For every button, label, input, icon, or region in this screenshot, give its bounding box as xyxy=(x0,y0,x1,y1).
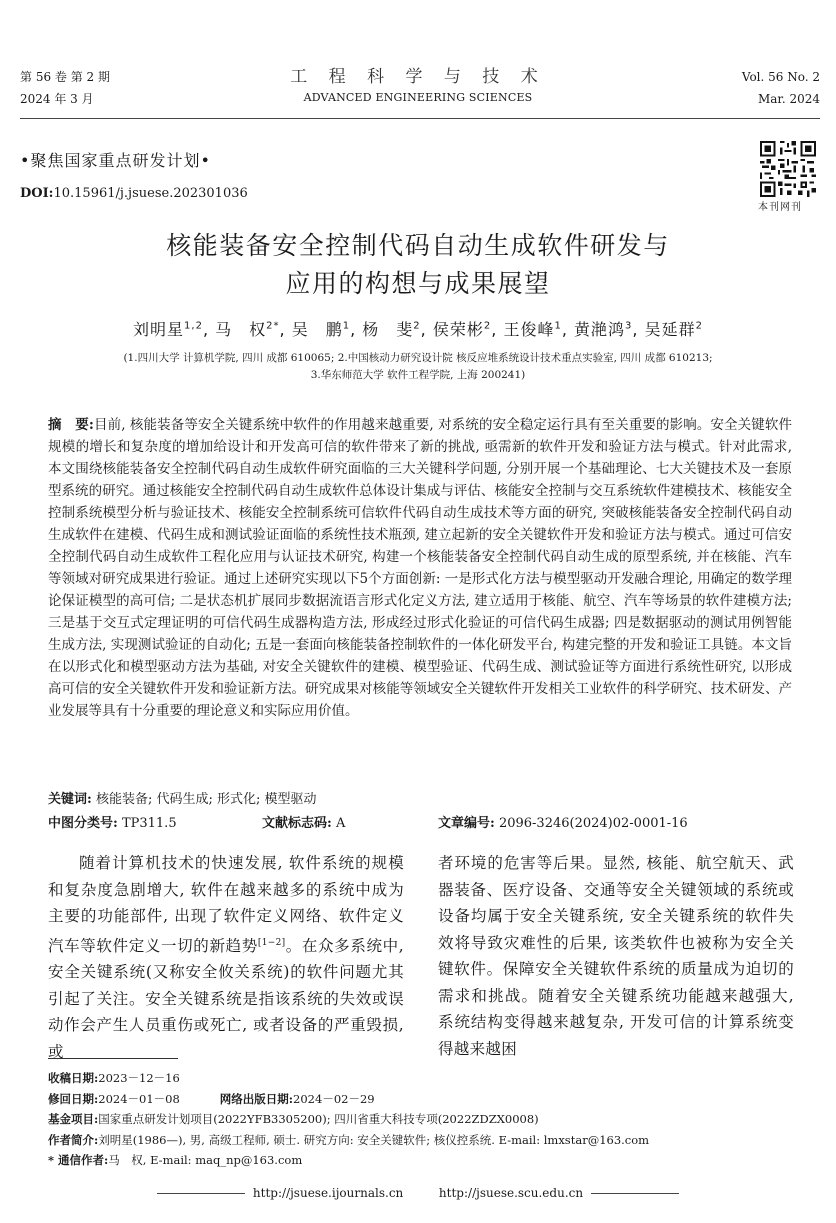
keywords xyxy=(48,788,317,807)
online-date-value: 2024－02－29 xyxy=(293,1091,375,1106)
doi xyxy=(20,186,248,201)
author-bio: 作者简介:刘明星(1986—), 男, 高级工程师, 硕士. 研究方向: 安全关键软件; 核仪控系统. E-mail: lmxstar@163.com xyxy=(48,1132,650,1147)
footer-link-scu[interactable]: http://jsuese.scu.edu.cn xyxy=(438,1186,584,1200)
received-date: 收稿日期:2023－12－16 xyxy=(48,1071,180,1085)
affiliation-line-2: 3.华东师范大学 软件工程学院, 上海 200241) xyxy=(310,369,526,381)
paper-title xyxy=(0,227,836,303)
footer-rule xyxy=(591,1193,679,1194)
affiliation-line-1: (1.四川大学 计算机学院, 四川 成都 610065; 2.中国核动力研究设计院 核反应堆系统设计技术重点实验室, 四川 成都 610213; xyxy=(123,352,713,364)
abstract-text: 目前, 核能装备等安全关键系统中软件的作用越来越重要, 对系统的安全稳定运行具有至关重要的影响。安全关键软件规模的增长和复杂度的增加给设计和开发高可信的软件带来了新的挑战, 亟需新的软件开发和验证方法与模式。针对此需求, 本文围绕核能装备安全控制代码自动生成软件研究面临的三大关键科学问题, 分别开展一个基础理论、七大关键技术及一套原型系统的研究。通过核能安全控制代码自动生成软件总体设计集成与评估、核能安全控制与交互系统软件建模技术、核能安全控制系统模型分析与验证技术、核能安全控制系统可信软件代码自动生成技术等方面的研究, 突破核能装备安全控制代码自动生成软件在建模、代码生成和测试验证面临的系统性技术瓶颈, 建立起新的安全关键软件开发和验证方法与模式。通过可信安全控制代码自动生成软件工程化应用与认证技术研究, 构建一个核能装备安全控制代码自动生成的原型系统, 并在核能、汽车等领域对研究成果进行验证。通过上述研究实现以下5个方面创新: 一是形式化方法与模型驱动开发融合理论, 用确定的数学理论保证模型的高可信; 二是状态机扩展同步数据流语言形式化定义方法, 建立适用于核能、航空、汽车等场景的软件建模方法; 三是基于交互式定理证明的可信代码生成器构造方法, 形成经过形式化验证的可信代码生成器; 四是数据驱动的测试用例智能生成方法, 实现测试验证的自动化; 五是一套面向核能装备控制软件的一体化研发平台, 构建完整的开发和验证工具链。本文旨在以形式化和模型驱动方法为基础, 对安全关键软件的建模、模型验证、代码生成、测试验证等方面进行系统性研究, 以形成高可信的安全关键软件开发和验证新方法。研究成果对核能等领域安全关键软件开发相关工业软件的科学研究、技术研发、产业发展等具有十分重要的理论意义和实际应用价值。 xyxy=(48,417,793,719)
journal-title-cn: 工 程 科 学 与 技 术 xyxy=(290,67,546,87)
corresponding-author: * 通信作者:马 权, E-mail: maq_np@163.com xyxy=(48,1153,303,1167)
clc-number: 中图分类号: TP311.5 xyxy=(48,816,177,831)
article-number: 文章编号: 2096-3246(2024)02-0001-16 xyxy=(438,816,688,831)
header-volume-en xyxy=(742,66,820,110)
doi-label: DOI: xyxy=(20,186,54,201)
header-rule xyxy=(20,118,820,119)
doi-value[interactable]: 10.15961/j.jsuese.202301036 xyxy=(53,186,248,201)
keywords-text: 核能装备; 代码生成; 形式化; 模型驱动 xyxy=(95,792,317,807)
title-line-2: 应用的构想与成果展望 xyxy=(285,269,551,298)
journal-title-en: ADVANCED ENGINEERING SCIENCES xyxy=(303,91,533,104)
journal-header xyxy=(0,62,836,104)
author-list xyxy=(0,317,836,340)
body-column-left: 随着计算机技术的快速发展, 软件系统的规模和复杂度急剧增大, 软件在越来越多的系统中成为主要的功能部件, 出现了软件定义网络、软件定义汽车等软件定义一切的新趋势[1−2]。在众多系统中, 安全关键系统(又称安全攸关系统)的软件问题尤其引起了关注。安全关键系统是指该系统的失效或误动作会产生人员重伤或死亡, 或者设备的严重毁损, 或 xyxy=(48,854,404,1061)
author: 吴延群$^2$ xyxy=(644,320,703,339)
keywords-label: 关键词: xyxy=(48,792,92,807)
footer-rule xyxy=(157,1193,245,1194)
affiliations xyxy=(0,350,836,384)
author: 侯荣彬$^2$, xyxy=(432,320,498,339)
footnotes xyxy=(48,1068,808,1171)
footer-link-ijournals[interactable]: http://jsuese.ijournals.cn xyxy=(252,1186,404,1200)
title-line-1: 核能装备安全控制代码自动生成软件研发与 xyxy=(166,231,670,260)
author: 杨 斐$^2$, xyxy=(362,320,427,339)
author: 马 权$^{2*}$, xyxy=(215,320,286,339)
author: 黄滟鸿$^3$, xyxy=(574,320,639,339)
author: 王俊峰$^1$, xyxy=(503,320,568,339)
author: 刘明星$^{1,2}$, xyxy=(133,320,210,339)
body-column-right: 者环境的危害等后果。显然, 核能、航空航天、武器装备、医疗设备、交通等安全关键领域的系统或设备均属于安全关键系统, 安全关键系统的软件失效将导致灾难性的后果, 该类软件也被称为安全关键软件。保障安全关键软件系统的质量成为迫切的需求和挑战。随着安全关键系统功能越来越强大, 系统结构变得越来越复杂, 开发可信的计算系统变得越来越困 xyxy=(438,854,794,1058)
author: 吴 鹏$^1$, xyxy=(291,320,357,339)
abstract xyxy=(48,414,792,722)
online-date-label: 网络出版日期: xyxy=(219,1091,294,1106)
abstract-label: 摘 要: xyxy=(48,417,94,433)
page-footer xyxy=(0,1186,836,1200)
qr-code-icon[interactable] xyxy=(760,141,816,197)
document-code: 文献标志码: A xyxy=(262,816,346,831)
volume-en: Vol. 56 No. 2 xyxy=(741,70,820,84)
date-cn: 2024 年 3 月 xyxy=(20,92,94,106)
footnote-rule xyxy=(48,1058,178,1059)
citation[interactable]: [1−2] xyxy=(257,937,286,948)
volume-cn: 第 56 卷 第 2 期 xyxy=(20,70,110,84)
revised-date: 修回日期:2024－01－08 网络出版日期:2024－02－29 xyxy=(48,1091,375,1106)
qr-label: 本刊网刊 xyxy=(758,202,802,213)
fund-info: 基金项目:国家重点研发计划项目(2022YFB3305200); 四川省重大科技专项(2022ZDZX0008) xyxy=(48,1112,539,1126)
date-en: Mar. 2024 xyxy=(757,92,820,106)
section-tag: •聚焦国家重点研发计划• xyxy=(20,151,211,170)
